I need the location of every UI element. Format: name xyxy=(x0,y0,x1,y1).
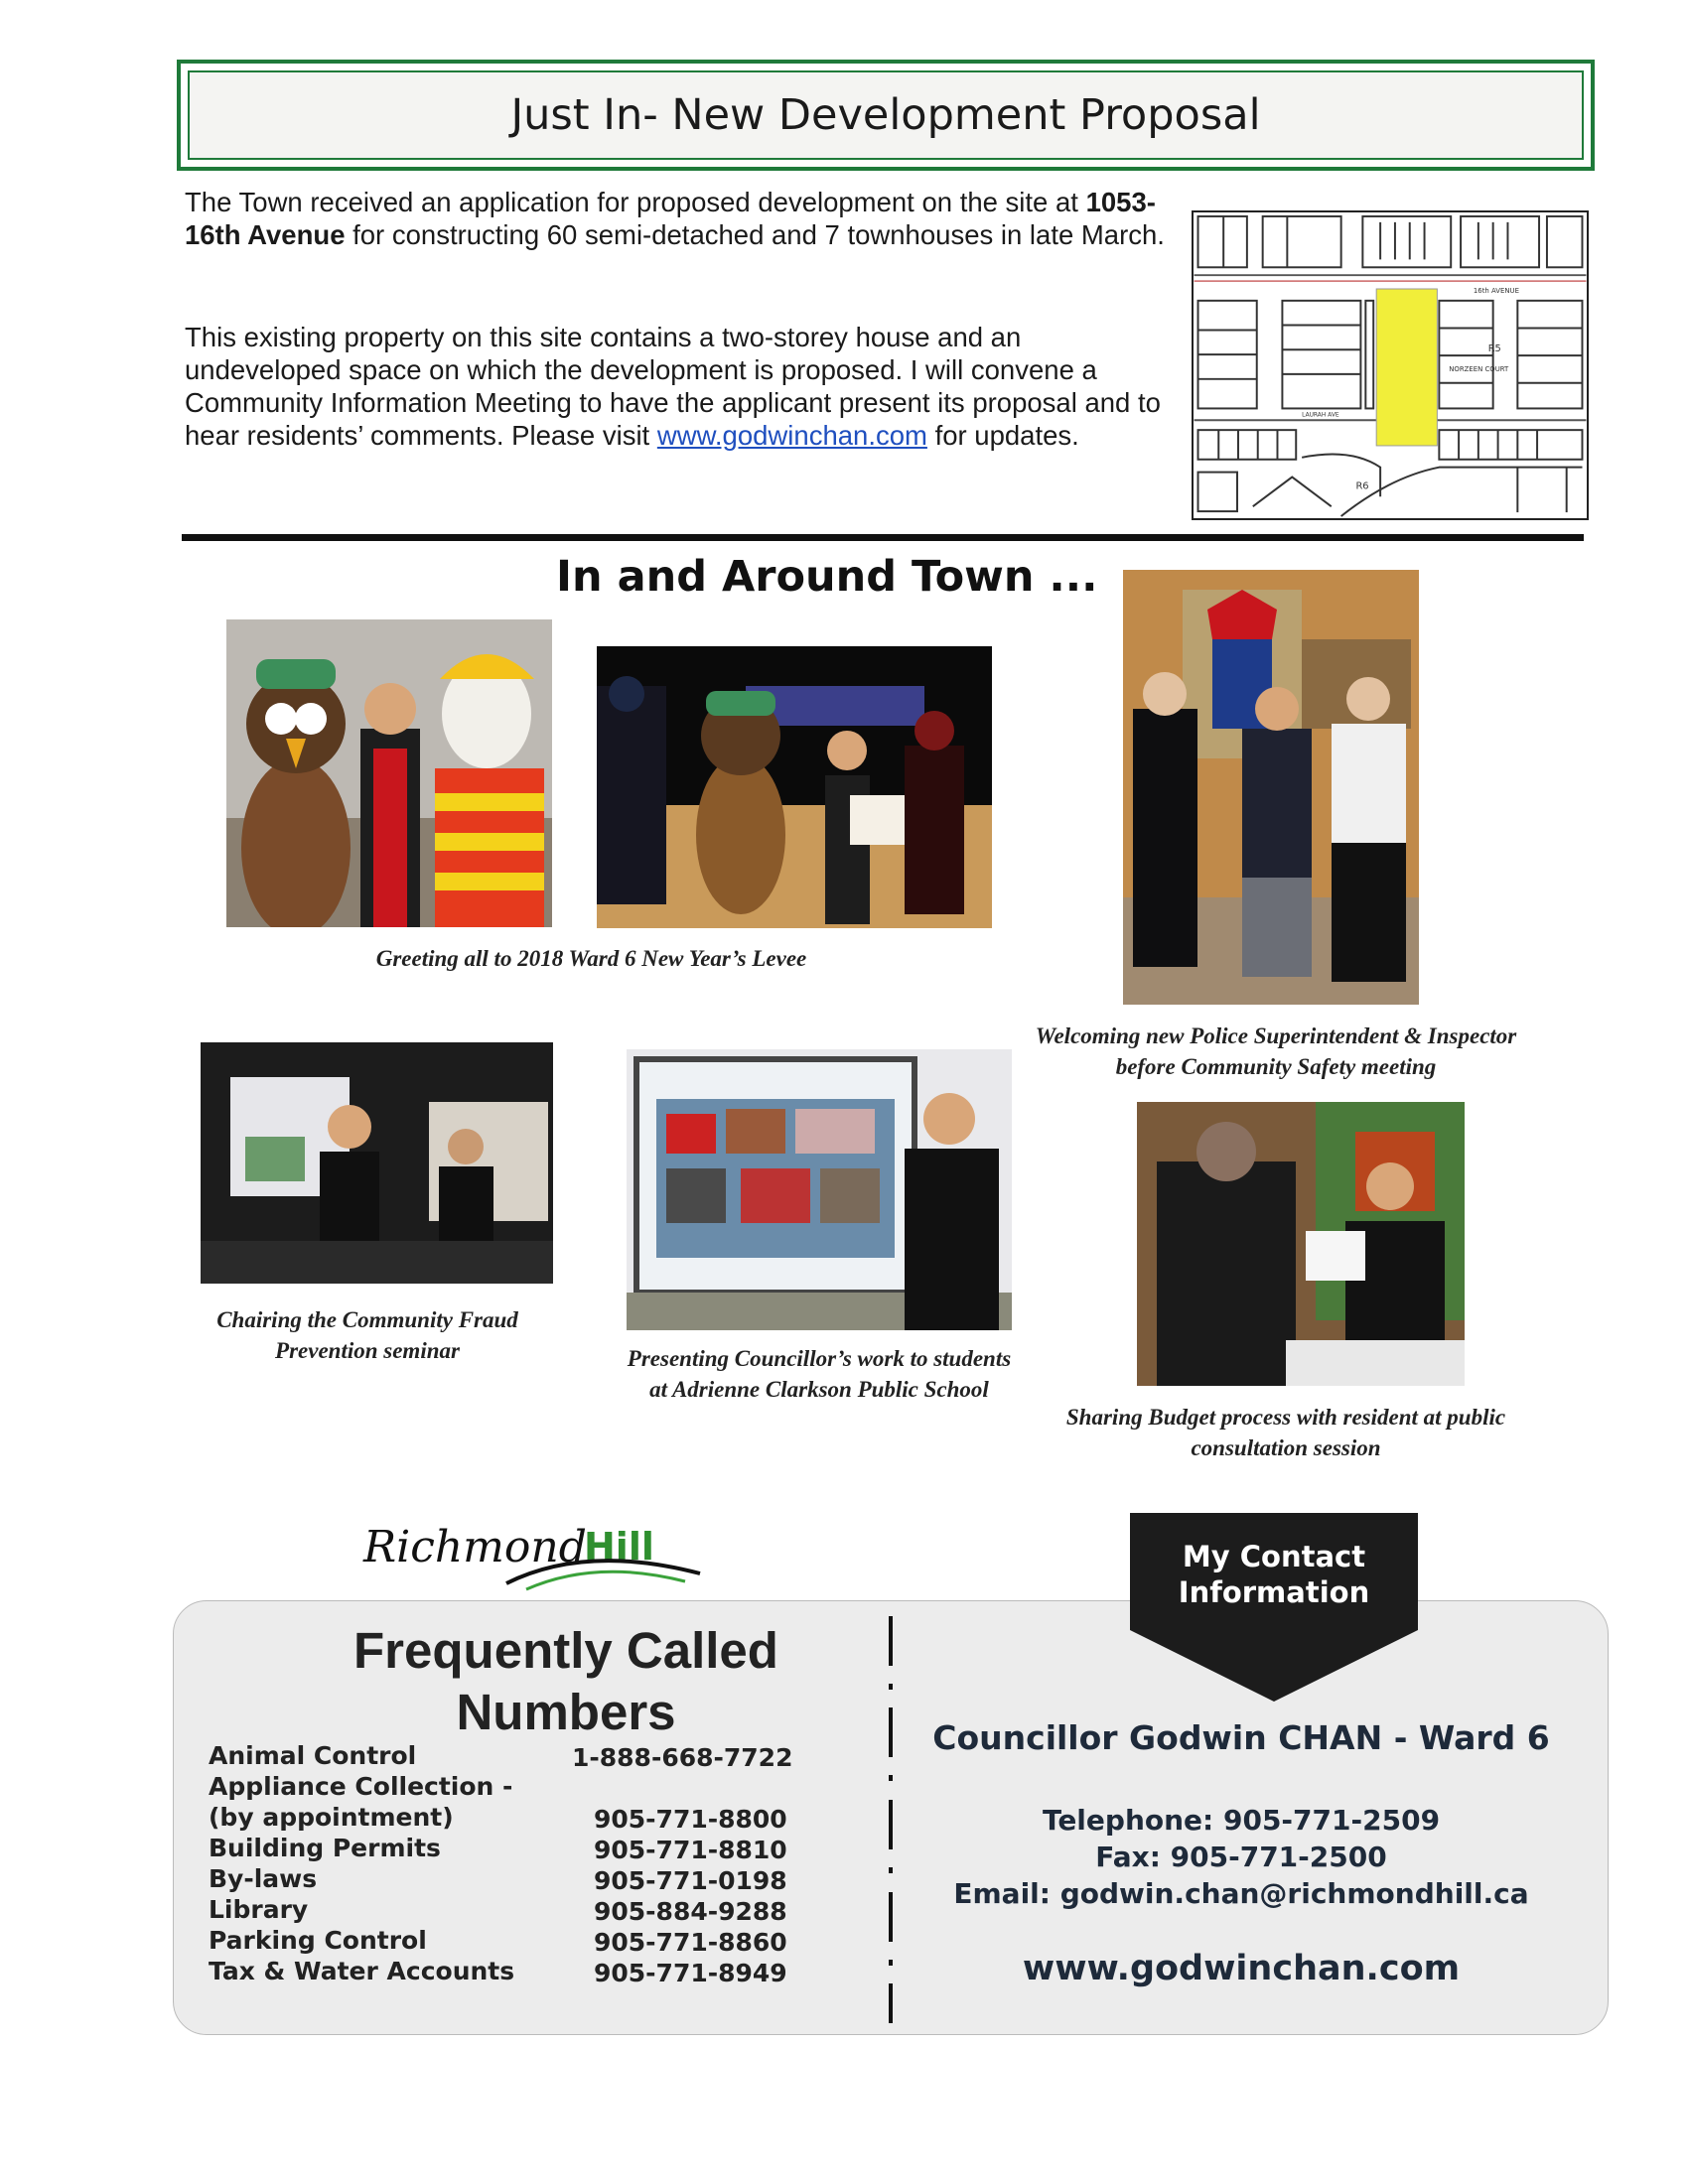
contact-tab-line: My Contact xyxy=(1182,1540,1366,1573)
number-label: Tax & Water Accounts xyxy=(209,1957,515,1985)
photo-fraud-seminar xyxy=(201,1042,553,1284)
number-label: Appliance Collection - xyxy=(209,1772,513,1801)
intro-paragraph-2 xyxy=(185,321,1168,452)
caption-fraud: Chairing the Community Fraud Prevention seminar xyxy=(216,1307,518,1363)
number-value[interactable]: 905-884-9288 xyxy=(594,1897,787,1926)
intro-paragraph-1 xyxy=(185,186,1168,251)
site-map xyxy=(1192,210,1589,520)
map-zone-label: R5 xyxy=(1487,343,1501,355)
logo-wordmark: Hill xyxy=(584,1525,654,1569)
number-label: (by appointment) xyxy=(209,1803,454,1832)
site-map-drawing xyxy=(1194,212,1587,518)
number-value[interactable]: 905-771-8810 xyxy=(594,1836,787,1864)
map-street-label: LAURAH AVE xyxy=(1302,412,1339,419)
contact-website-link[interactable]: www.godwinchan.com xyxy=(1022,1949,1461,1988)
development-site-highlight xyxy=(1376,289,1437,446)
number-label: Parking Control xyxy=(209,1926,427,1955)
panel-separator xyxy=(888,1616,894,2023)
map-street-label: NORZEEN COURT xyxy=(1449,364,1509,373)
intro-text: for constructing 60 semi-detached and 7 townhouses in late March. xyxy=(352,219,1165,250)
section-heading: In and Around Town ... xyxy=(556,552,1098,602)
richmond-hill-logo xyxy=(357,1504,705,1593)
number-label: Library xyxy=(209,1895,309,1924)
intro-text: This existing property on this site contains a two-storey house and an undeveloped space on which the development is proposed. I will convene a Community Information Meeting to have the applicant present its proposal and to hear residents’ comments. Please visit xyxy=(185,322,1161,451)
number-value[interactable]: 905-771-0198 xyxy=(594,1866,787,1895)
caption-budget: Sharing Budget process with resident at public consultation session xyxy=(1065,1405,1506,1460)
site-address: 1053-16th Avenue xyxy=(185,187,1156,250)
contact-telephone[interactable]: Telephone: 905-771-2509 xyxy=(1042,1804,1441,1837)
section-divider xyxy=(182,534,1584,541)
photo-levee-mascots xyxy=(226,619,552,927)
title-banner xyxy=(177,60,1595,171)
number-value[interactable]: 905-771-8800 xyxy=(594,1805,787,1834)
website-link[interactable]: www.godwinchan.com xyxy=(656,420,927,451)
number-value[interactable]: 905-771-8860 xyxy=(594,1928,787,1957)
caption-levee: Greeting all to 2018 Ward 6 New Year’s Levee xyxy=(375,946,807,971)
number-value[interactable]: 905-771-8949 xyxy=(594,1959,787,1987)
contact-fax: Fax: 905-771-2500 xyxy=(1095,1841,1387,1873)
intro-text: The Town received an application for proposed development on the site at xyxy=(185,187,1078,217)
frequently-called-heading: Frequently Called Numbers xyxy=(353,1622,778,1740)
caption-school: Presenting Councillor’s work to students at Adrienne Clarkson Public School xyxy=(627,1346,1012,1402)
number-label: Building Permits xyxy=(209,1834,441,1862)
photo-budget-session xyxy=(1137,1102,1465,1386)
councillor-name: Councillor Godwin CHAN - Ward 6 xyxy=(932,1718,1550,1757)
map-street-label: 16th AVENUE xyxy=(1473,286,1519,295)
caption-police: Welcoming new Police Superintendent & Inspector before Community Safety meeting xyxy=(1035,1024,1517,1079)
photo-levee-stage xyxy=(597,646,992,928)
number-label: Animal Control xyxy=(209,1741,417,1770)
contact-email[interactable]: Email: godwin.chan@richmondhill.ca xyxy=(953,1877,1529,1910)
logo-wordmark: Richmond xyxy=(363,1522,587,1572)
number-label: By-laws xyxy=(209,1864,318,1893)
page-title: Just In- New Development Proposal xyxy=(510,90,1261,140)
intro-text: for updates. xyxy=(934,420,1079,451)
number-value[interactable]: 1-888-668-7722 xyxy=(572,1743,793,1772)
map-zone-label: R6 xyxy=(1355,480,1369,492)
photo-school-presentation xyxy=(627,1049,1012,1330)
photo-police-meeting xyxy=(1123,570,1419,1005)
contact-tab-label xyxy=(1130,1539,1418,1610)
contact-tab-line: Information xyxy=(1178,1575,1370,1609)
